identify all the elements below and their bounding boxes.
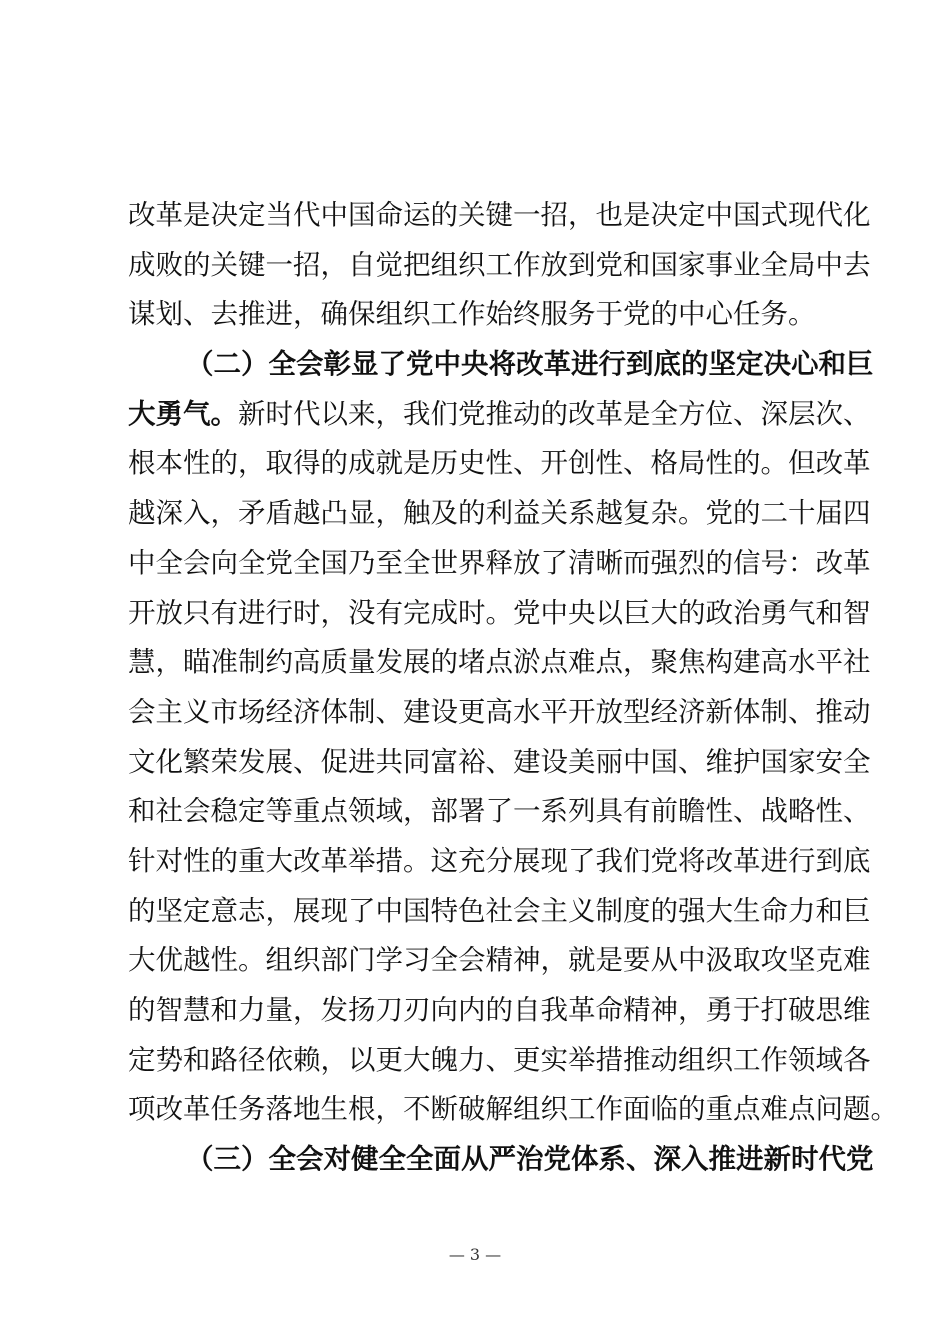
text-run: 谋划、去推进，确保组织工作始终服务于党的中心任务。 [128,298,816,331]
text-line [128,887,871,937]
text-run: 项改革任务落地生根，不断破解组织工作面临的重点难点问题。 [128,1093,898,1126]
text-run: 文化繁荣发展、促进共同富裕、建设美丽中国、维护国家安全 [128,745,871,778]
text-run: 成败的关键一招，自觉把组织工作放到党和国家事业全局中去 [128,248,871,281]
text-line [128,290,824,340]
text-run: 的智慧和力量，发扬刀刃向内的自我革命精神，勇于打破思维 [128,994,871,1026]
text-run: 慧，瞄准制约高质量发展的堵点淤点难点，聚焦构建高水平社 [128,646,871,679]
text-line [128,738,871,788]
text-line [128,787,871,837]
bold-run: （三）全会对健全全面从严治党体系、深入推进新时代党 [186,1143,874,1176]
text-line [128,489,871,539]
bold-run: 大勇气。 [128,397,238,430]
text-run: 和社会稳定等重点领域，部署了一系列具有前瞻性、战略性、 [128,795,871,828]
text-line [128,539,871,589]
text-run: 定势和路径依赖，以更大魄力、更实举措推动组织工作领域各 [128,1043,871,1076]
text-line [128,837,871,887]
section-heading-3 [128,1135,874,1185]
text-line [128,1036,871,1086]
text-line [128,986,871,1036]
text-line [128,1085,898,1135]
text-line [128,191,871,241]
text-line [128,390,871,440]
section-heading-2 [128,340,874,390]
text-line [128,439,871,489]
body-text [128,191,898,1185]
text-run: 会主义市场经济体制、建设更高水平开放型经济新体制、推动 [128,695,871,728]
text-run: 根本性的，取得的成就是历史性、开创性、格局性的。但改革 [128,447,871,480]
text-run: 改革是决定当代中国命运的关键一招，也是决定中国式现代化 [128,199,871,231]
text-run: 开放只有进行时，没有完成时。党中央以巨大的政治勇气和智 [128,596,871,629]
text-line [128,936,871,986]
text-run: 针对性的重大改革举措。这充分展现了我们党将改革进行到底 [128,844,871,877]
text-run: 大优越性。组织部门学习全会精神，就是要从中汲取攻坚克难 [128,944,871,977]
page-number: — 3 — [448,1245,502,1264]
text-run: 的坚定意志，展现了中国特色社会主义制度的强大生命力和巨 [128,894,871,927]
text-run: 中全会向全党全国乃至全世界释放了清晰而强烈的信号：改革 [128,546,871,579]
text-line [128,589,871,639]
text-run: 越深入，矛盾越凸显，触及的利益关系越复杂。党的二十届四 [128,497,871,530]
text-line [128,688,871,738]
text-line [128,638,871,688]
text-line [128,241,871,291]
text-run: 新时代以来，我们党推动的改革是全方位、深层次、 [238,397,871,430]
bold-run: （二）全会彰显了党中央将改革进行到底的坚定决心和巨 [186,348,874,381]
